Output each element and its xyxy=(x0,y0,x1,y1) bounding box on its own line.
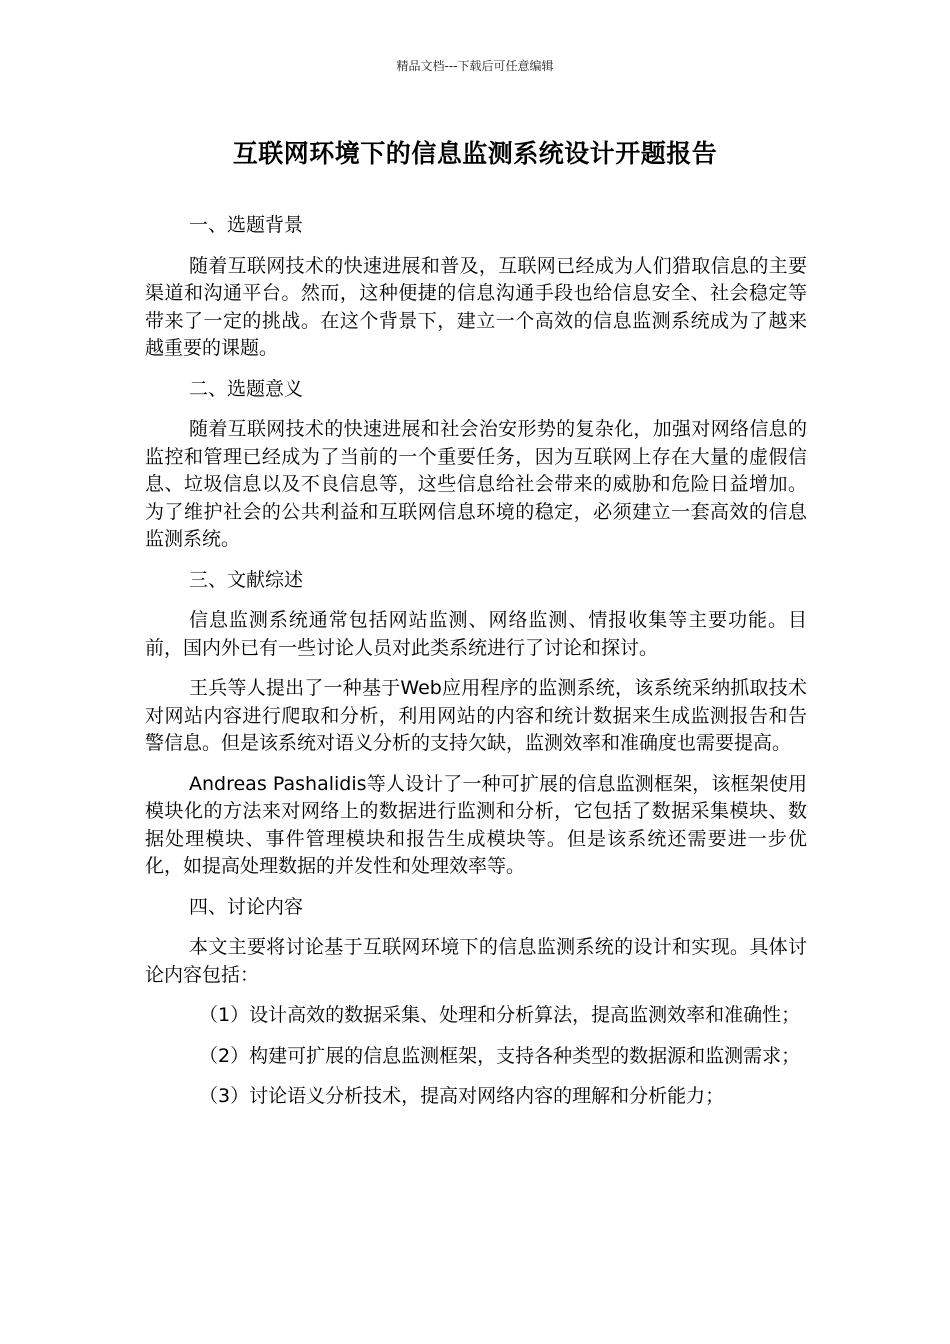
paragraph-significance: 随着互联网技术的快速进展和社会治安形势的复杂化，加强对网络信息的监控和管理已经成为了当前的一个重要任务，因为互联网上存在大量的虚假信息、垃圾信息以及不良信息等，这些信息给社会带来的威胁和危险日益增加。为了维护社会的公共利益和互联网信息环境的稳定，必须建立一套高效的信息监测系统。 xyxy=(145,418,807,550)
paragraph-literature-pashalidis: Andreas Pashalidis等人设计了一种可扩展的信息监测框架，该框架使用模块化的方法来对网络上的数据进行监测和分析，它包括了数据采集模块、数据处理模块、事件管理模块和报告生成模块等。但是该系统还需要进一步优化，如提高处理数据的并发性和处理效率等。 xyxy=(145,772,807,877)
research-item-2: （2）构建可扩展的信息监测框架，支持各种类型的数据源和监测需求； xyxy=(199,1044,801,1067)
paragraph-literature-overview: 信息监测系统通常包括网站监测、网络监测、情报收集等主要功能。目前，国内外已有一些讨论人员对此类系统进行了讨论和探讨。 xyxy=(145,609,807,659)
paragraph-research-intro: 本文主要将讨论基于互联网环境下的信息监测系统的设计和实现。具体讨论内容包括： xyxy=(145,936,807,986)
research-item-1: （1）设计高效的数据采集、处理和分析算法，提高监测效率和准确性； xyxy=(199,1004,801,1026)
section-heading-background: 一、选题背景 xyxy=(189,214,304,236)
paragraph-background: 随着互联网技术的快速进展和普及，互联网已经成为人们猎取信息的主要渠道和沟通平台。然而，这种便捷的信息沟通手段也给信息安全、社会稳定等带来了一定的挑战。在这个背景下，建立一个高效的信息监测系统成为了越来越重要的课题。 xyxy=(145,254,807,359)
paragraph-literature-wangbing: 王兵等人提出了一种基于Web应用程序的监测系统，该系统采纳抓取技术对网站内容进行爬取和分析，利用网站的内容和统计数据来生成监测报告和告警信息。但是该系统对语义分析的支持欠缺，监测效率和准确度也需要提高。 xyxy=(145,677,807,754)
section-heading-research-content: 四、讨论内容 xyxy=(189,895,304,918)
document-body xyxy=(145,212,807,1124)
document-title: 互联网环境下的信息监测系统设计开题报告 xyxy=(232,139,718,168)
page-header: 精品文档---下载后可任意编辑 xyxy=(396,59,554,73)
research-item-3: （3）讨论语义分析技术，提高对网络内容的理解和分析能力； xyxy=(199,1085,725,1107)
section-heading-significance: 二、选题意义 xyxy=(189,377,304,400)
section-heading-literature-review: 三、文献综述 xyxy=(189,568,304,591)
